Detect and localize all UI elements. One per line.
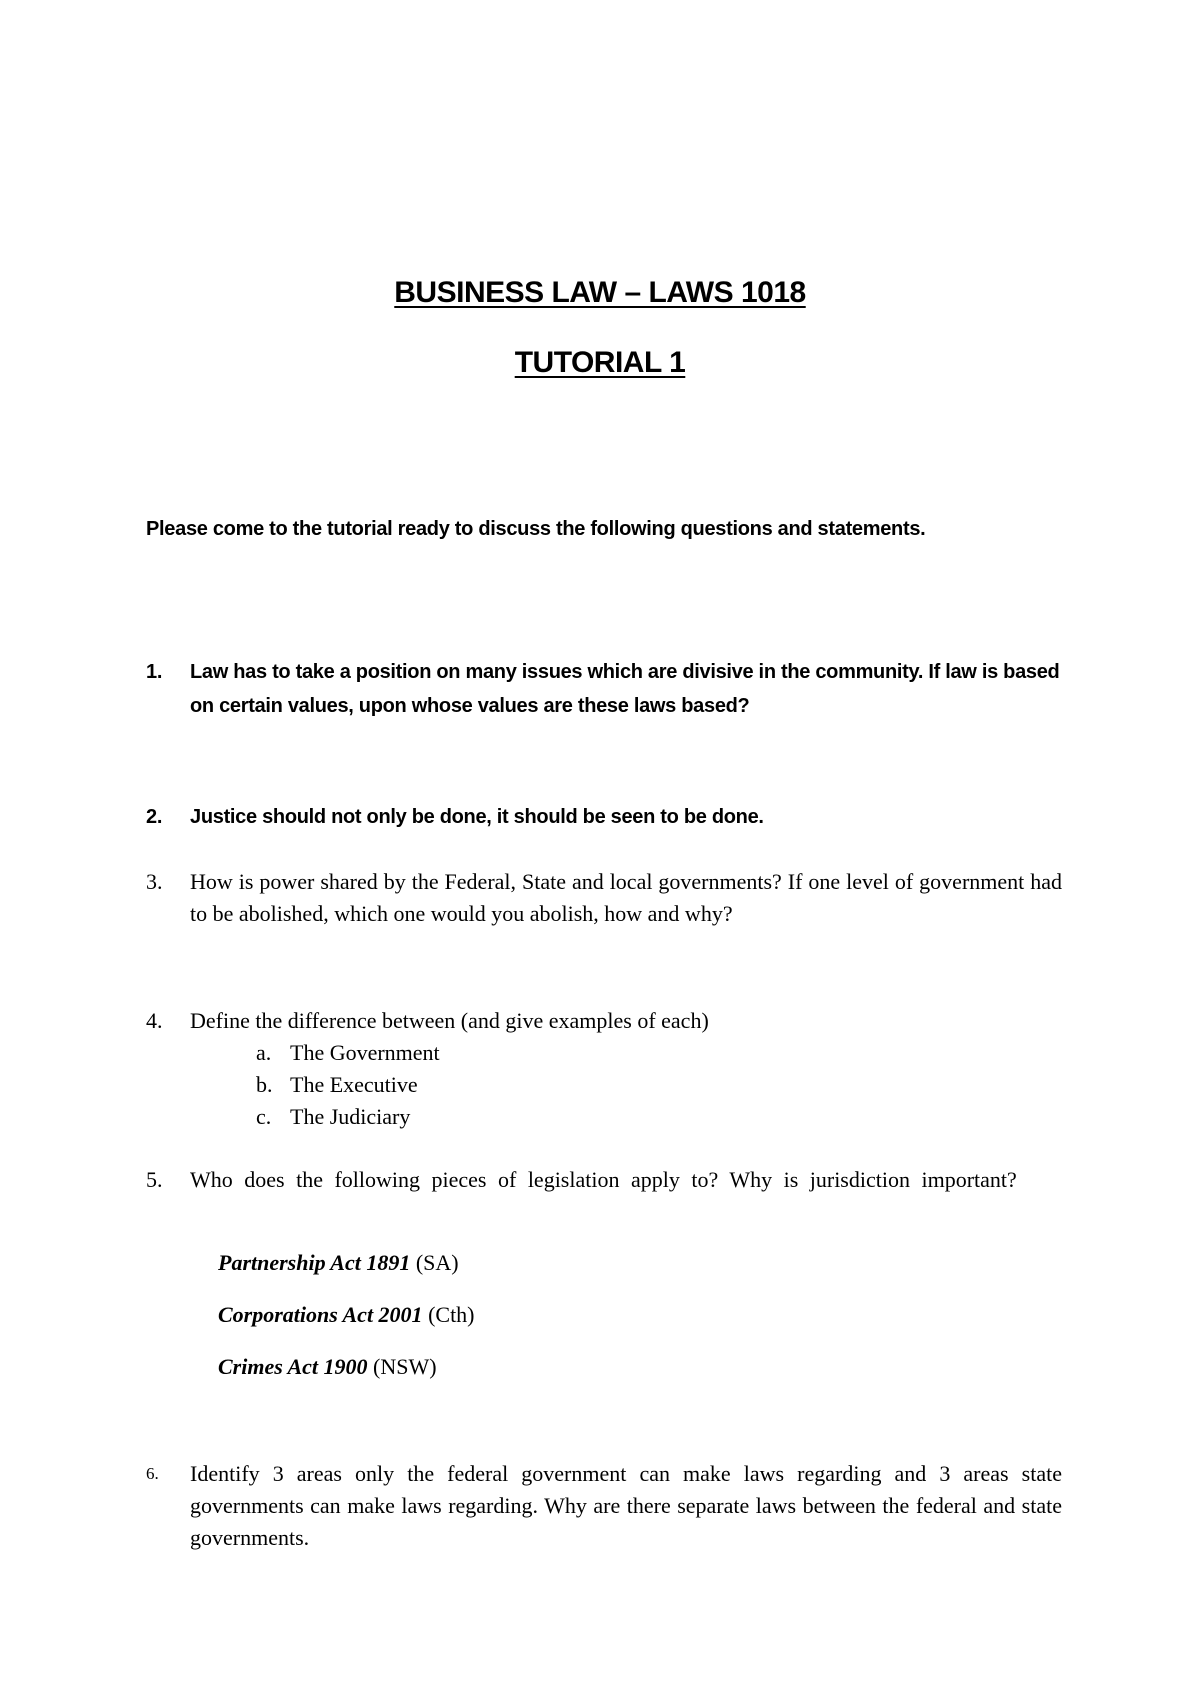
question-number: 4. bbox=[146, 1008, 163, 1033]
question-text: Law has to take a position on many issues which are divisive in the community. If law is based on certain values, upon whose values are these laws based? bbox=[190, 661, 1060, 717]
intro-text: Please come to the tutorial ready to discuss the following questions and statements. bbox=[146, 518, 926, 540]
document-subtitle: TUTORIAL 1 bbox=[514, 346, 686, 379]
list-item bbox=[256, 1037, 440, 1069]
legislation-item bbox=[218, 1354, 437, 1380]
question-text: Who does the following pieces of legislation apply to? Why is jurisdiction important? bbox=[190, 1167, 1017, 1192]
act-name: Crimes Act 1900 bbox=[218, 1354, 368, 1379]
question-number: 3. bbox=[146, 869, 163, 894]
act-jurisdiction: (NSW) bbox=[373, 1354, 437, 1379]
act-jurisdiction: (Cth) bbox=[428, 1302, 475, 1327]
act-name: Partnership Act 1891 bbox=[218, 1250, 411, 1275]
question-text: Identify 3 areas only the federal government can make laws regarding and 3 areas state governments can make laws regarding. Why are there separate laws between the federal and state governments. bbox=[190, 1461, 1062, 1550]
list-item-letter: c. bbox=[256, 1104, 272, 1129]
question-number: 1. bbox=[146, 661, 163, 683]
question-text: Define the difference between (and give examples of each) bbox=[190, 1008, 709, 1033]
list-item bbox=[256, 1069, 418, 1101]
question-1 bbox=[146, 655, 1062, 723]
question-number: 6. bbox=[146, 1464, 159, 1483]
question-3 bbox=[146, 866, 1062, 930]
question-number: 5. bbox=[146, 1167, 163, 1192]
question-5 bbox=[146, 1164, 1062, 1196]
list-item-text: The Executive bbox=[290, 1072, 418, 1097]
question-text: How is power shared by the Federal, State and local governments? If one level of government had to be abolished, which one would you abolish, how and why? bbox=[190, 869, 1062, 926]
list-item-text: The Judiciary bbox=[290, 1104, 411, 1129]
question-4 bbox=[146, 1005, 1062, 1037]
legislation-item bbox=[218, 1250, 459, 1276]
list-item-letter: b. bbox=[256, 1072, 273, 1097]
act-jurisdiction: (SA) bbox=[415, 1250, 459, 1275]
document-title: BUSINESS LAW – LAWS 1018 bbox=[394, 276, 806, 309]
list-item-letter: a. bbox=[256, 1040, 272, 1065]
legislation-item bbox=[218, 1302, 475, 1328]
question-2 bbox=[146, 800, 1062, 834]
question-number: 2. bbox=[146, 806, 163, 828]
list-item bbox=[256, 1101, 410, 1133]
act-name: Corporations Act 2001 bbox=[218, 1302, 423, 1327]
question-6 bbox=[146, 1458, 1062, 1554]
list-item-text: The Government bbox=[290, 1040, 440, 1065]
question-text: Justice should not only be done, it should be seen to be done. bbox=[190, 806, 764, 828]
